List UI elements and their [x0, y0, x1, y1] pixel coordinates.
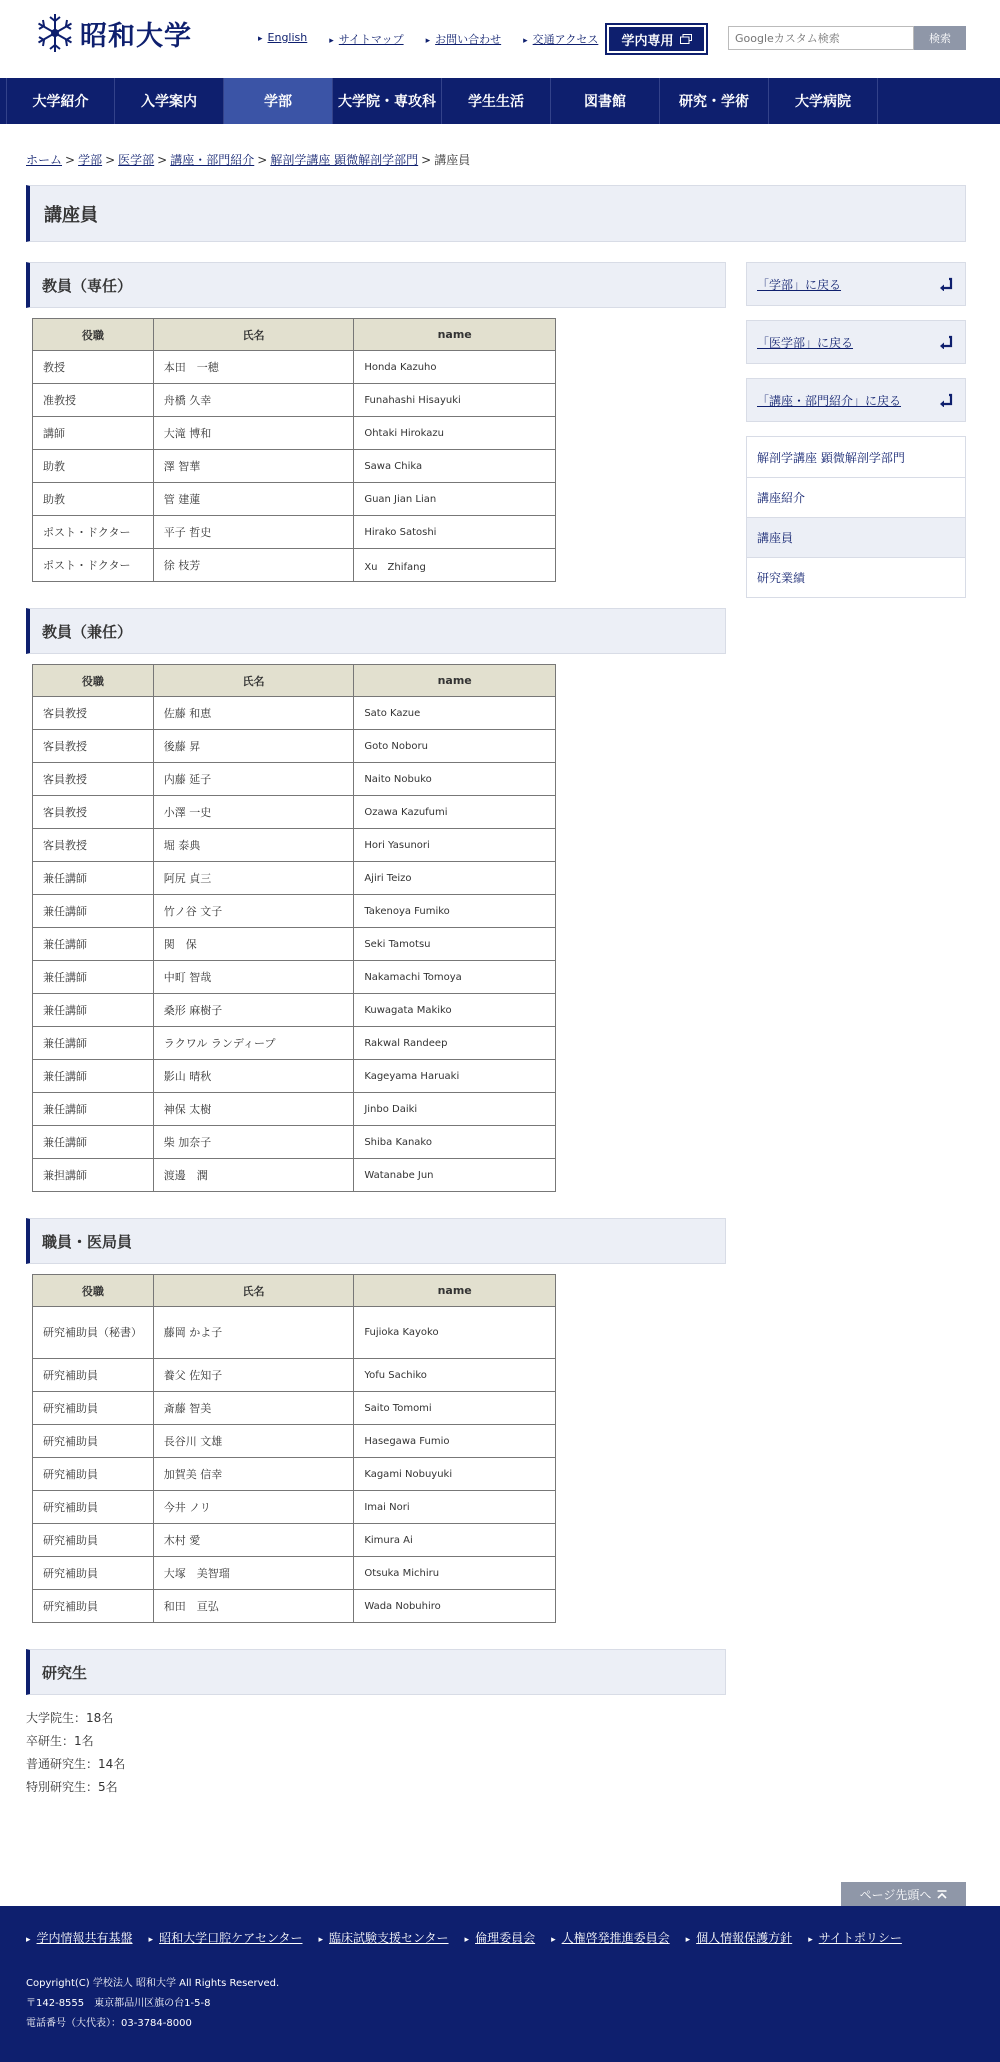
cell-position: 客員教授 [33, 796, 154, 829]
table-row [33, 961, 556, 994]
cell-position: 兼任講師 [33, 994, 154, 1027]
cell-name-ja: 養父 佐知子 [153, 1359, 354, 1392]
menu-members[interactable]: 講座員 [747, 517, 965, 557]
cell-name-ja: 本田 一穂 [153, 351, 354, 384]
section-concurrent-title: 教員（兼任） [26, 608, 726, 654]
site-footer [0, 1906, 1000, 2062]
snowflake-logo-icon [34, 12, 76, 54]
cell-name-ja: 舟橋 久幸 [153, 384, 354, 417]
page-top-label: ページ先頭へ [859, 1887, 932, 1902]
cell-name-en: Ohtaki Hirokazu [354, 417, 556, 450]
students-summary [26, 1707, 726, 1799]
copyright: Copyright(C) 学校法人 昭和大学 All Rights Reserved. [26, 1978, 280, 1989]
table-row [33, 1060, 556, 1093]
cell-position: 研究補助員 [33, 1425, 154, 1458]
cell-position: 研究補助員 [33, 1491, 154, 1524]
footer-link-info-platform[interactable]: ▸ 学内情報共有基盤 [26, 1929, 133, 1946]
footer-links [26, 1929, 902, 1946]
cell-position: 客員教授 [33, 697, 154, 730]
menu-overview[interactable]: 講座紹介 [747, 477, 965, 517]
internal-only-button[interactable] [607, 25, 706, 53]
cell-name-en: Honda Kazuho [354, 351, 556, 384]
cell-position: 兼任講師 [33, 961, 154, 994]
english-link[interactable]: ▸ English [258, 31, 307, 47]
cell-name-en: Takenoya Fumiko [354, 895, 556, 928]
cell-position: 助教 [33, 450, 154, 483]
cell-name-ja: 和田 亘弘 [153, 1590, 354, 1623]
footer-link-site-policy[interactable]: ▸ サイトポリシー [808, 1929, 902, 1946]
col-header-name-ja: 氏名 [153, 1275, 354, 1307]
table-row [33, 384, 556, 417]
back-to-departments-button[interactable] [746, 378, 966, 422]
cell-position: 兼任講師 [33, 862, 154, 895]
students-regular: 普通研究生：14名 [26, 1757, 126, 1771]
cell-name-en: Imai Nori [354, 1491, 556, 1524]
nav-faculties[interactable]: 学部 [224, 78, 333, 124]
cell-name-ja: 影山 晴秋 [153, 1060, 354, 1093]
back-to-medicine-label: 「医学部」に戻る [757, 335, 854, 350]
section-staff-title: 職員・医局員 [26, 1218, 726, 1264]
sitemap-link[interactable]: ▸ サイトマップ [329, 31, 403, 47]
table-row [33, 351, 556, 384]
table-row [33, 829, 556, 862]
cell-position: 助教 [33, 483, 154, 516]
cell-name-en: Kagami Nobuyuki [354, 1458, 556, 1491]
search-box [728, 26, 966, 50]
return-arrow-icon [939, 335, 953, 349]
table-row [33, 1027, 556, 1060]
nav-student-life[interactable]: 学生生活 [442, 78, 551, 124]
table-row [33, 697, 556, 730]
breadcrumb-medicine[interactable]: 医学部 [118, 153, 155, 167]
cell-position: 客員教授 [33, 829, 154, 862]
cell-name-en: Nakamachi Tomoya [354, 961, 556, 994]
cell-name-en: Seki Tamotsu [354, 928, 556, 961]
return-arrow-icon [939, 277, 953, 291]
back-to-faculties-label: 「学部」に戻る [757, 277, 842, 292]
nav-admissions[interactable]: 入学案内 [115, 78, 224, 124]
cell-name-en: Funahashi Hisayuki [354, 384, 556, 417]
cell-name-en: Kimura Ai [354, 1524, 556, 1557]
cell-name-ja: 管 建蓮 [153, 483, 354, 516]
cell-position: 客員教授 [33, 763, 154, 796]
menu-department-top[interactable]: 解剖学講座 顕微解剖学部門 [757, 450, 905, 465]
cell-name-en: Ajiri Teizo [354, 862, 556, 895]
cell-position: 兼任講師 [33, 928, 154, 961]
cell-position: ポスト・ドクター [33, 516, 154, 549]
cell-position: 研究補助員 [33, 1392, 154, 1425]
search-button[interactable]: 検索 [914, 26, 966, 50]
cell-name-ja: 竹ノ谷 文子 [153, 895, 354, 928]
cell-position: 兼任講師 [33, 1027, 154, 1060]
cell-name-ja: 澤 智華 [153, 450, 354, 483]
col-header-name-ja: 氏名 [153, 319, 354, 351]
table-row [33, 483, 556, 516]
table-row [33, 1126, 556, 1159]
nav-about[interactable]: 大学紹介 [6, 78, 115, 124]
table-row [33, 516, 556, 549]
table-row [33, 1359, 556, 1392]
page-top-button[interactable] [841, 1882, 966, 1906]
internal-only-label: 学内専用 [621, 33, 674, 49]
external-window-icon [680, 34, 692, 44]
col-header-position: 役職 [33, 1275, 154, 1307]
col-header-position: 役職 [33, 665, 154, 697]
table-row [33, 730, 556, 763]
department-menu [746, 436, 966, 598]
cell-name-en: Guan Jian Lian [354, 483, 556, 516]
table-row [33, 1093, 556, 1126]
cell-position: 兼任講師 [33, 1126, 154, 1159]
phone: 電話番号（大代表）：03-3784-8000 [26, 2018, 192, 2029]
site-logo-text: 昭和大学 [80, 20, 192, 52]
footer-link-ethics[interactable]: ▸ 倫理委員会 [465, 1929, 536, 1946]
cell-name-ja: 後藤 昇 [153, 730, 354, 763]
cell-position: 兼任講師 [33, 1060, 154, 1093]
table-row [33, 796, 556, 829]
page-title: 講座員 [26, 185, 966, 242]
cell-name-en: Jinbo Daiki [354, 1093, 556, 1126]
back-to-departments-label: 「講座・部門紹介」に戻る [757, 393, 902, 408]
chevron-up-icon [937, 1890, 947, 1899]
col-header-name-en: name [354, 665, 556, 697]
return-arrow-icon [939, 393, 953, 407]
cell-name-en: Wada Nobuhiro [354, 1590, 556, 1623]
table-row [33, 1392, 556, 1425]
cell-name-en: Hirako Satoshi [354, 516, 556, 549]
cell-name-ja: 渡邊 潤 [153, 1159, 354, 1192]
cell-name-ja: 長谷川 文雄 [153, 1425, 354, 1458]
staff-table [32, 1274, 556, 1623]
students-special: 特別研究生：5名 [26, 1780, 118, 1794]
table-row [33, 549, 556, 582]
cell-position: 准教授 [33, 384, 154, 417]
table-row [33, 450, 556, 483]
footer-link-clinical-trial[interactable]: ▸ 臨床試験支援センター [318, 1929, 448, 1946]
cell-name-ja: 今井 ノリ [153, 1491, 354, 1524]
cell-name-en: Goto Noboru [354, 730, 556, 763]
table-row [33, 1458, 556, 1491]
cell-name-en: Ozawa Kazufumi [354, 796, 556, 829]
cell-position: 兼任講師 [33, 1093, 154, 1126]
access-link[interactable]: ▸ 交通アクセス [523, 31, 598, 47]
table-row [33, 1491, 556, 1524]
breadcrumb-current: 講座員 [434, 153, 471, 167]
cell-name-en: Rakwal Randeep [354, 1027, 556, 1060]
breadcrumb-departments[interactable]: 講座・部門紹介 [170, 153, 255, 167]
breadcrumb-home[interactable]: ホーム [26, 153, 63, 167]
nav-hospital[interactable]: 大学病院 [769, 78, 878, 124]
cell-position: 教授 [33, 351, 154, 384]
students-grad: 大学院生：18名 [26, 1711, 114, 1725]
concurrent-table [32, 664, 556, 1192]
cell-position: 研究補助員 [33, 1458, 154, 1491]
table-row [33, 928, 556, 961]
site-header [0, 0, 1000, 78]
col-header-position: 役職 [33, 319, 154, 351]
cell-name-en: Kuwagata Makiko [354, 994, 556, 1027]
cell-name-ja: 加賀美 信幸 [153, 1458, 354, 1491]
breadcrumb: ホーム > 学部 > 医学部 > 講座・部門紹介 > 解剖学講座 顕微解剖学部門 > 講座員 [26, 153, 471, 167]
address: 〒142-8555 東京都品川区旗の台1-5-8 [26, 1998, 211, 2009]
cell-name-ja: 斎藤 智美 [153, 1392, 354, 1425]
footer-link-oral-care[interactable]: ▸ 昭和大学口腔ケアセンター [149, 1929, 303, 1946]
table-row [33, 994, 556, 1027]
cell-position: 客員教授 [33, 730, 154, 763]
cell-name-ja: 堀 泰典 [153, 829, 354, 862]
cell-name-en: Shiba Kanako [354, 1126, 556, 1159]
cell-name-en: Yofu Sachiko [354, 1359, 556, 1392]
breadcrumb-anatomy[interactable]: 解剖学講座 顕微解剖学部門 [270, 153, 419, 167]
table-row [33, 862, 556, 895]
cell-position: 研究補助員 [33, 1557, 154, 1590]
col-header-name-ja: 氏名 [153, 665, 354, 697]
full-time-table [32, 318, 556, 582]
nav-graduate[interactable]: 大学院・専攻科 [333, 78, 442, 124]
cell-name-ja: 関 保 [153, 928, 354, 961]
footer-info [26, 1974, 279, 2034]
cell-name-ja: 藤岡 かよ子 [153, 1307, 354, 1359]
section-students-title: 研究生 [26, 1649, 726, 1695]
footer-link-privacy[interactable]: ▸ 個人情報保護方針 [686, 1929, 793, 1946]
cell-name-en: Hasegawa Fumio [354, 1425, 556, 1458]
cell-name-en: Fujioka Kayoko [354, 1307, 556, 1359]
cell-name-en: Sawa Chika [354, 450, 556, 483]
cell-name-en: Otsuka Michiru [354, 1557, 556, 1590]
footer-link-human-rights[interactable]: ▸ 人権啓発推進委員会 [551, 1929, 670, 1946]
search-input[interactable] [728, 26, 914, 50]
nav-research[interactable]: 研究・学術 [660, 78, 769, 124]
global-nav [0, 78, 1000, 124]
cell-name-en: Sato Kazue [354, 697, 556, 730]
cell-name-ja: 木村 愛 [153, 1524, 354, 1557]
cell-name-en: Xu Zhifang [354, 549, 556, 582]
cell-position: 研究補助員 [33, 1359, 154, 1392]
cell-name-ja: 桑形 麻樹子 [153, 994, 354, 1027]
table-row [33, 1590, 556, 1623]
cell-name-ja: 柴 加奈子 [153, 1126, 354, 1159]
table-row [33, 1557, 556, 1590]
table-row [33, 763, 556, 796]
site-logo[interactable] [34, 12, 192, 54]
utility-links [258, 31, 598, 47]
cell-name-ja: 神保 太樹 [153, 1093, 354, 1126]
cell-position: 兼担講師 [33, 1159, 154, 1192]
table-row [33, 895, 556, 928]
col-header-name-en: name [354, 319, 556, 351]
cell-name-ja: 佐藤 和恵 [153, 697, 354, 730]
cell-name-ja: 平子 哲史 [153, 516, 354, 549]
cell-name-ja: 小澤 一史 [153, 796, 354, 829]
students-thesis: 卒研生：1名 [26, 1734, 94, 1748]
menu-publications[interactable]: 研究業績 [747, 557, 965, 597]
section-full-time-title: 教員（専任） [26, 262, 726, 308]
cell-name-en: Watanabe Jun [354, 1159, 556, 1192]
table-row [33, 417, 556, 450]
cell-name-en: Kageyama Haruaki [354, 1060, 556, 1093]
cell-position: ポスト・ドクター [33, 549, 154, 582]
cell-position: 研究補助員 [33, 1524, 154, 1557]
cell-name-ja: 中町 智哉 [153, 961, 354, 994]
main-content [26, 262, 726, 1799]
sidebar [746, 262, 966, 598]
cell-position: 研究補助員（秘書） [33, 1307, 154, 1359]
table-row [33, 1307, 556, 1359]
back-to-medicine-button[interactable] [746, 320, 966, 364]
breadcrumb-faculties[interactable]: 学部 [78, 153, 103, 167]
cell-name-ja: 内藤 延子 [153, 763, 354, 796]
table-row [33, 1159, 556, 1192]
col-header-name-en: name [354, 1275, 556, 1307]
nav-library[interactable]: 図書館 [551, 78, 660, 124]
cell-name-en: Saito Tomomi [354, 1392, 556, 1425]
cell-name-ja: ラクワル ランディープ [153, 1027, 354, 1060]
cell-name-ja: 徐 枝芳 [153, 549, 354, 582]
cell-name-en: Hori Yasunori [354, 829, 556, 862]
cell-position: 兼任講師 [33, 895, 154, 928]
cell-position: 講師 [33, 417, 154, 450]
cell-name-ja: 大滝 博和 [153, 417, 354, 450]
back-to-faculties-button[interactable] [746, 262, 966, 306]
cell-name-ja: 阿尻 貞三 [153, 862, 354, 895]
cell-position: 研究補助員 [33, 1590, 154, 1623]
contact-link[interactable]: ▸ お問い合わせ [426, 31, 502, 47]
cell-name-en: Naito Nobuko [354, 763, 556, 796]
cell-name-ja: 大塚 美智瑠 [153, 1557, 354, 1590]
table-row [33, 1524, 556, 1557]
table-row [33, 1425, 556, 1458]
